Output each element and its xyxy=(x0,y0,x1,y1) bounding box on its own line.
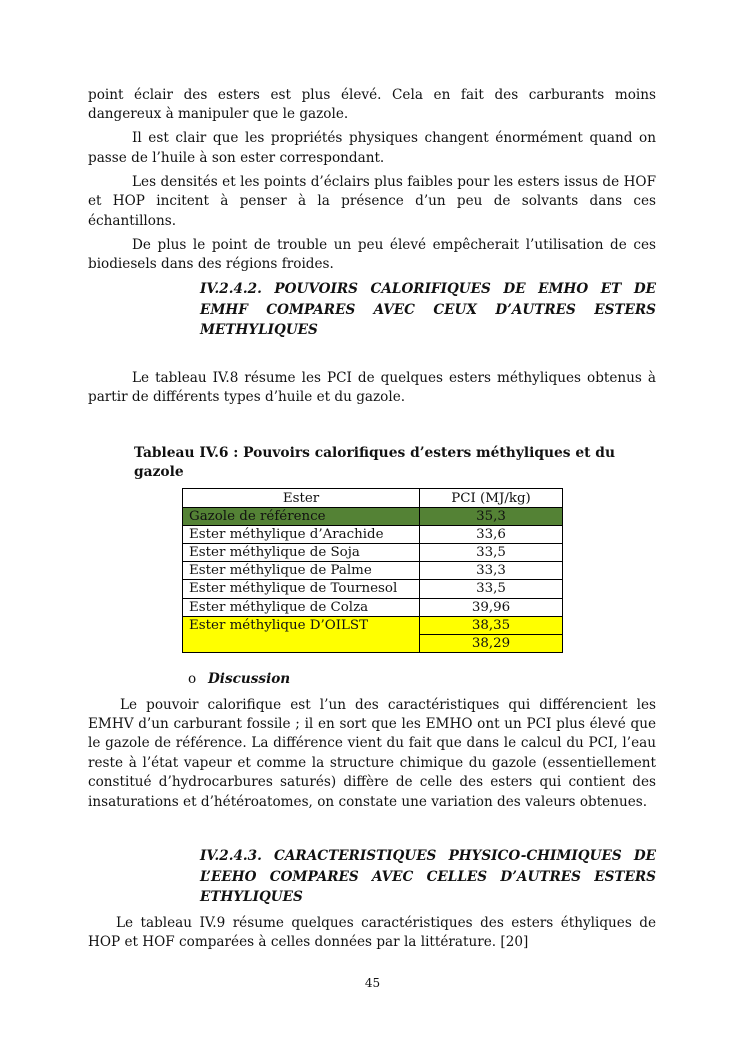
cell-pci: 33,6 xyxy=(420,525,563,543)
table-row xyxy=(183,507,563,525)
table-row xyxy=(183,544,563,562)
page-number: 45 xyxy=(364,976,381,990)
cell-ester: Ester méthylique d’Arachide xyxy=(183,525,420,543)
cell-ester: Ester méthylique de Colza xyxy=(183,598,420,616)
cell-ester: Gazole de référence xyxy=(183,507,420,525)
paragraph-discussion: Le pouvoir calorifique est l’un des caractéristiques qui différencient les EMHV d’un carburant fossile ; il en sort que les EMHO ont un PCI plus élevé que le gazole de référence. La différence vient du fait que dans le calcul du PCI, l’eau reste à l’état vapeur et comme la structure chimique du gazole (essentiellement constitué d’hydrocarbures saturés) diffère de celle des esters qui contient des insaturations et d’hétéroatomes, on constate une variation des valeurs obtenues. xyxy=(88,696,656,810)
cell-pci: 33,5 xyxy=(420,580,563,598)
paragraph-densities: Les densités et les points d’éclairs plus faibles pour les esters issus de HOF et HOP incitent à penser à la présence d’un peu de solvants dans ces échantillons. xyxy=(88,173,656,229)
cell-ester: Ester méthylique de Tournesol xyxy=(183,580,420,598)
cell-pci: 38,29 xyxy=(420,634,563,652)
cell-pci: 33,5 xyxy=(420,544,563,562)
cell-ester: Ester méthylique D’OILST xyxy=(183,616,420,652)
header-pci: PCI (MJ/kg) xyxy=(420,489,563,507)
cell-ester: Ester méthylique de Palme xyxy=(183,562,420,580)
header-ester: Ester xyxy=(183,489,420,507)
cell-pci: 39,96 xyxy=(420,598,563,616)
discussion-heading xyxy=(188,670,656,689)
table-row xyxy=(183,616,563,634)
table-caption: Tableau IV.6 : Pouvoirs calorifiques d’esters méthyliques et du gazole xyxy=(134,444,615,481)
cell-pci: 33,3 xyxy=(420,562,563,580)
pci-table xyxy=(182,488,563,653)
paragraph-closing: Le tableau IV.9 résume quelques caractéristiques des esters éthyliques de HOP et HOF comparées à celles données par la littérature. [20] xyxy=(88,914,656,951)
document-page xyxy=(88,86,656,957)
table-row xyxy=(183,598,563,616)
table-row xyxy=(183,580,563,598)
table-row xyxy=(183,562,563,580)
paragraph-flash-point: point éclair des esters est plus élevé. Cela en fait des carburants moins dangereux à manipuler que le gazole. xyxy=(88,87,656,123)
section-heading-iv243: IV.2.4.3. CARACTERISTIQUES PHYSICO-CHIMIQUES DE L’EEHO COMPARES AVEC CELLES D’AUTRES ESTERS ETHYLIQUES xyxy=(200,847,656,906)
cell-pci: 35,3 xyxy=(420,507,563,525)
table-header-row xyxy=(183,489,563,507)
paragraph-cloud-point: De plus le point de trouble un peu élevé empêcherait l’utilisation de ces biodiesels dans des régions froides. xyxy=(88,236,656,273)
table-row xyxy=(183,525,563,543)
bullet-marker: o xyxy=(188,671,197,688)
section-heading-iv242: IV.2.4.2. POUVOIRS CALORIFIQUES DE EMHO ET DE EMHF COMPARES AVEC CEUX D’AUTRES ESTERS METHYLIQUES xyxy=(200,281,656,339)
discussion-title: Discussion xyxy=(208,671,291,688)
paragraph-physical-properties: Il est clair que les propriétés physiques changent énormément quand on passe de l’huile à son ester correspondant. xyxy=(88,130,656,166)
paragraph-table-intro: Le tableau IV.8 résume les PCI de quelques esters méthyliques obtenus à partir de différents types d’huile et du gazole. xyxy=(88,369,656,406)
cell-ester: Ester méthylique de Soja xyxy=(183,544,420,562)
cell-pci: 38,35 xyxy=(420,616,563,634)
